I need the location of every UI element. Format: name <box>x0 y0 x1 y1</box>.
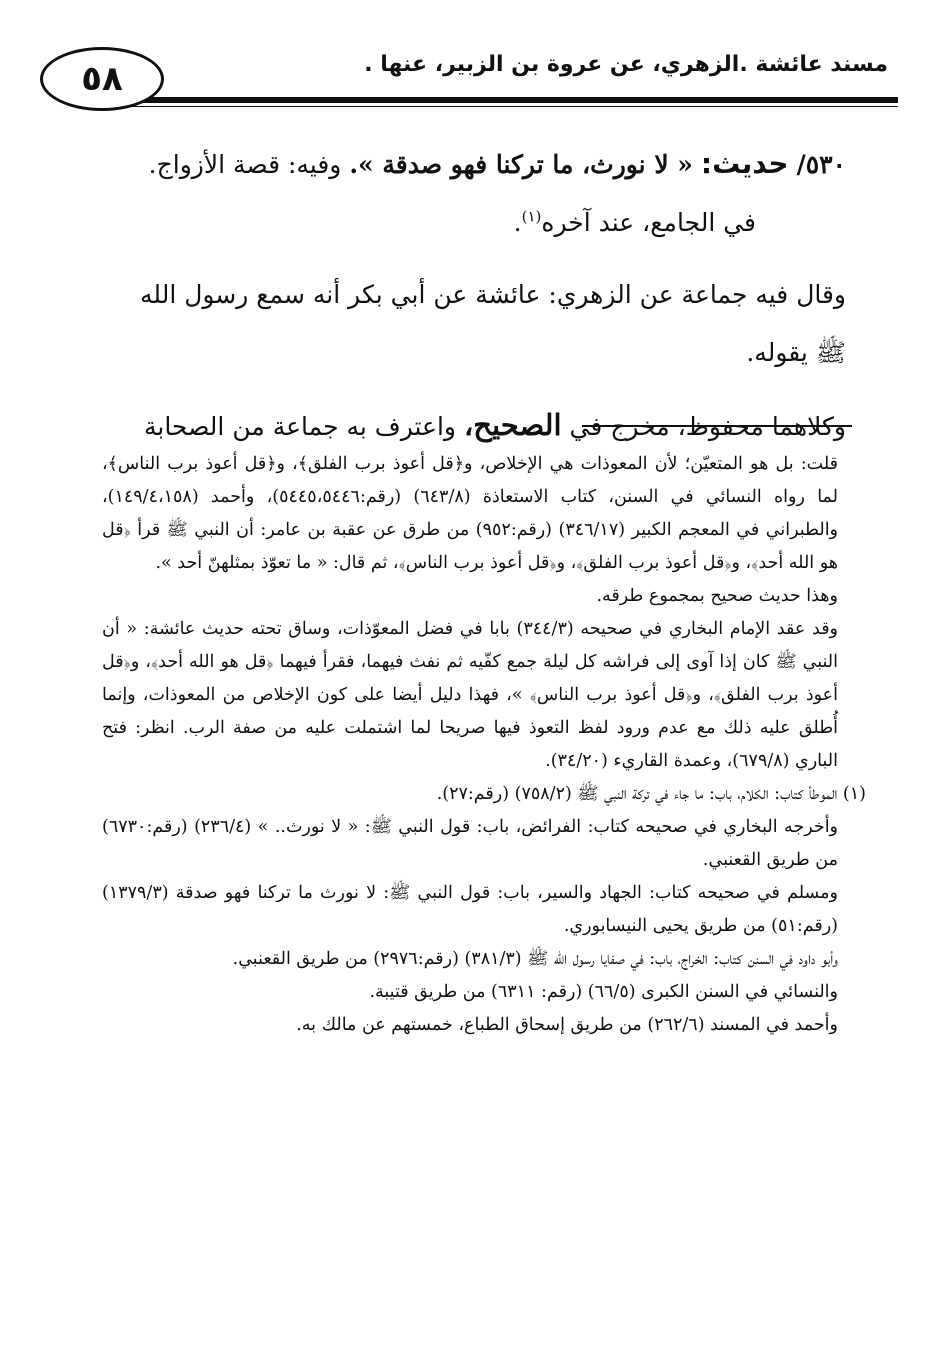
footnote-1: (١) الموطأ كتاب: الكلام، باب: ما جاء في تركة النبي ﷺ (٧٥٨/٢) (رقم:٢٧). <box>436 784 866 804</box>
note-paragraph: وأبو داود في السنن كتاب: الخراج، باب: في صفايا رسول الله ﷺ (٣٨١/٣) (رقم:٢٩٧٦) من طريق القعنبي. <box>232 949 838 969</box>
hadith-number: ٥٣٠/ <box>796 150 846 179</box>
footnote-mark: (١) <box>521 207 542 226</box>
note-paragraph: قلت: بل هو المتعيّن؛ لأن المعوذات هي الإخلاص، و﴿قل أعوذ برب الفلق﴾، و﴿قل أعوذ برب الناس﴾، لما رواه النسائي في السنن، كتاب الاستعاذة (٦٤٣/٨) (رقم:٥٤٤٥،٥٤٤٦)، وأحمد (١٤٩/٤،١٥٨)، والطبراني في المعجم الكبير (٣٤٦/١٧) (رقم:٩٥٢) من طرق عن عقبة بن عامر: أن النبي ﷺ قرأ ﴿قل هو الله أحد﴾، و﴿قل أعوذ برب الفلق﴾، و﴿قل أعوذ برب الناس﴾، ثم قال: « ما تعوّذ بمثلهنّ أحد ». <box>102 454 839 573</box>
note-paragraph: والنسائي في السنن الكبرى (٦٦/٥) (رقم: ٦٣١١) من طريق قتيبة. <box>369 982 838 1002</box>
narration-line-1: وقال فيه جماعة عن الزهري: عائشة عن أبي بكر أنه سمع رسول الله <box>140 280 846 309</box>
footnote-divider <box>582 425 852 427</box>
ruling-sahih: الصحيح، <box>463 408 562 442</box>
page-header <box>40 42 898 112</box>
note-paragraph: ومسلم في صحيحه كتاب: الجهاد والسير، باب: قول النبي ﷺ: لا نورث ما تركنا فهو صدقة (١٣٧٩/٣) (رقم:٥١) من طريق يحيى النيسابوري. <box>102 883 838 936</box>
running-title: مسند عائشة .الزهري، عن عروة بن الزبير، عنها . <box>364 52 888 77</box>
note-paragraph: وأحمد في المسند (٢٦٢/٦) من طريق إسحاق الطباع، خمستهم عن مالك به. <box>296 1015 838 1035</box>
page-number: ٥٨ <box>40 47 164 111</box>
reference-line <box>86 194 846 252</box>
header-rule <box>90 97 898 107</box>
footnotes <box>102 448 866 1042</box>
hadith-rest: وفيه: قصة الأزواج. <box>148 150 342 179</box>
hadith-label: حديث: <box>700 147 789 180</box>
main-text <box>86 135 846 456</box>
note-paragraph: وأخرجه البخاري في صحيحه كتاب: الفرائض، باب: قول النبي ﷺ: « لا نورث.. » (٢٣٦/٤) (رقم:٦٧٣٠) من طريق القعنبي. <box>102 817 839 870</box>
reference-end: . <box>513 208 522 237</box>
narration-line-2: ﷺ يقوله. <box>746 338 846 367</box>
hadith-quote: « لا نورث، ما تركنا فهو صدقة ». <box>349 150 693 179</box>
paragraph-narration <box>86 266 846 382</box>
note-paragraph: وقد عقد الإمام البخاري في صحيحه (٣٤٤/٣) بابا في فضل المعوّذات، وساق تحته حديث عائشة: « أن النبي ﷺ كان إذا آوى إلى فراشه كل ليلة جمع كفّيه ثم نفث فيهما، فقرأ فيهما ﴿قل هو الله أحد﴾، و﴿قل أعوذ برب الفلق﴾، و﴿قل أعوذ برب الناس﴾ »، فهذا دليل أيضا على كون الإخلاص من المعوذات، وإنما أُطلق عليه ذلك مع عدم ورود لفظ التعوذ فيها صريحا لما اشتملت عليه من صفة الرب. انظر: فتح الباري (٦٧٩/٨)، وعمدة القاريء (٣٤/٢٠). <box>102 619 839 771</box>
note-paragraph: وهذا حديث صحيح بمجموع طرقه. <box>596 586 838 606</box>
ruling-end: واعترف به جماعة من الصحابة <box>144 412 456 441</box>
hadith-entry <box>86 135 846 194</box>
reference-text: في الجامع، عند آخره <box>541 208 756 237</box>
ruling-start: وكلاهما محفوظ، مخرج في <box>569 412 846 441</box>
